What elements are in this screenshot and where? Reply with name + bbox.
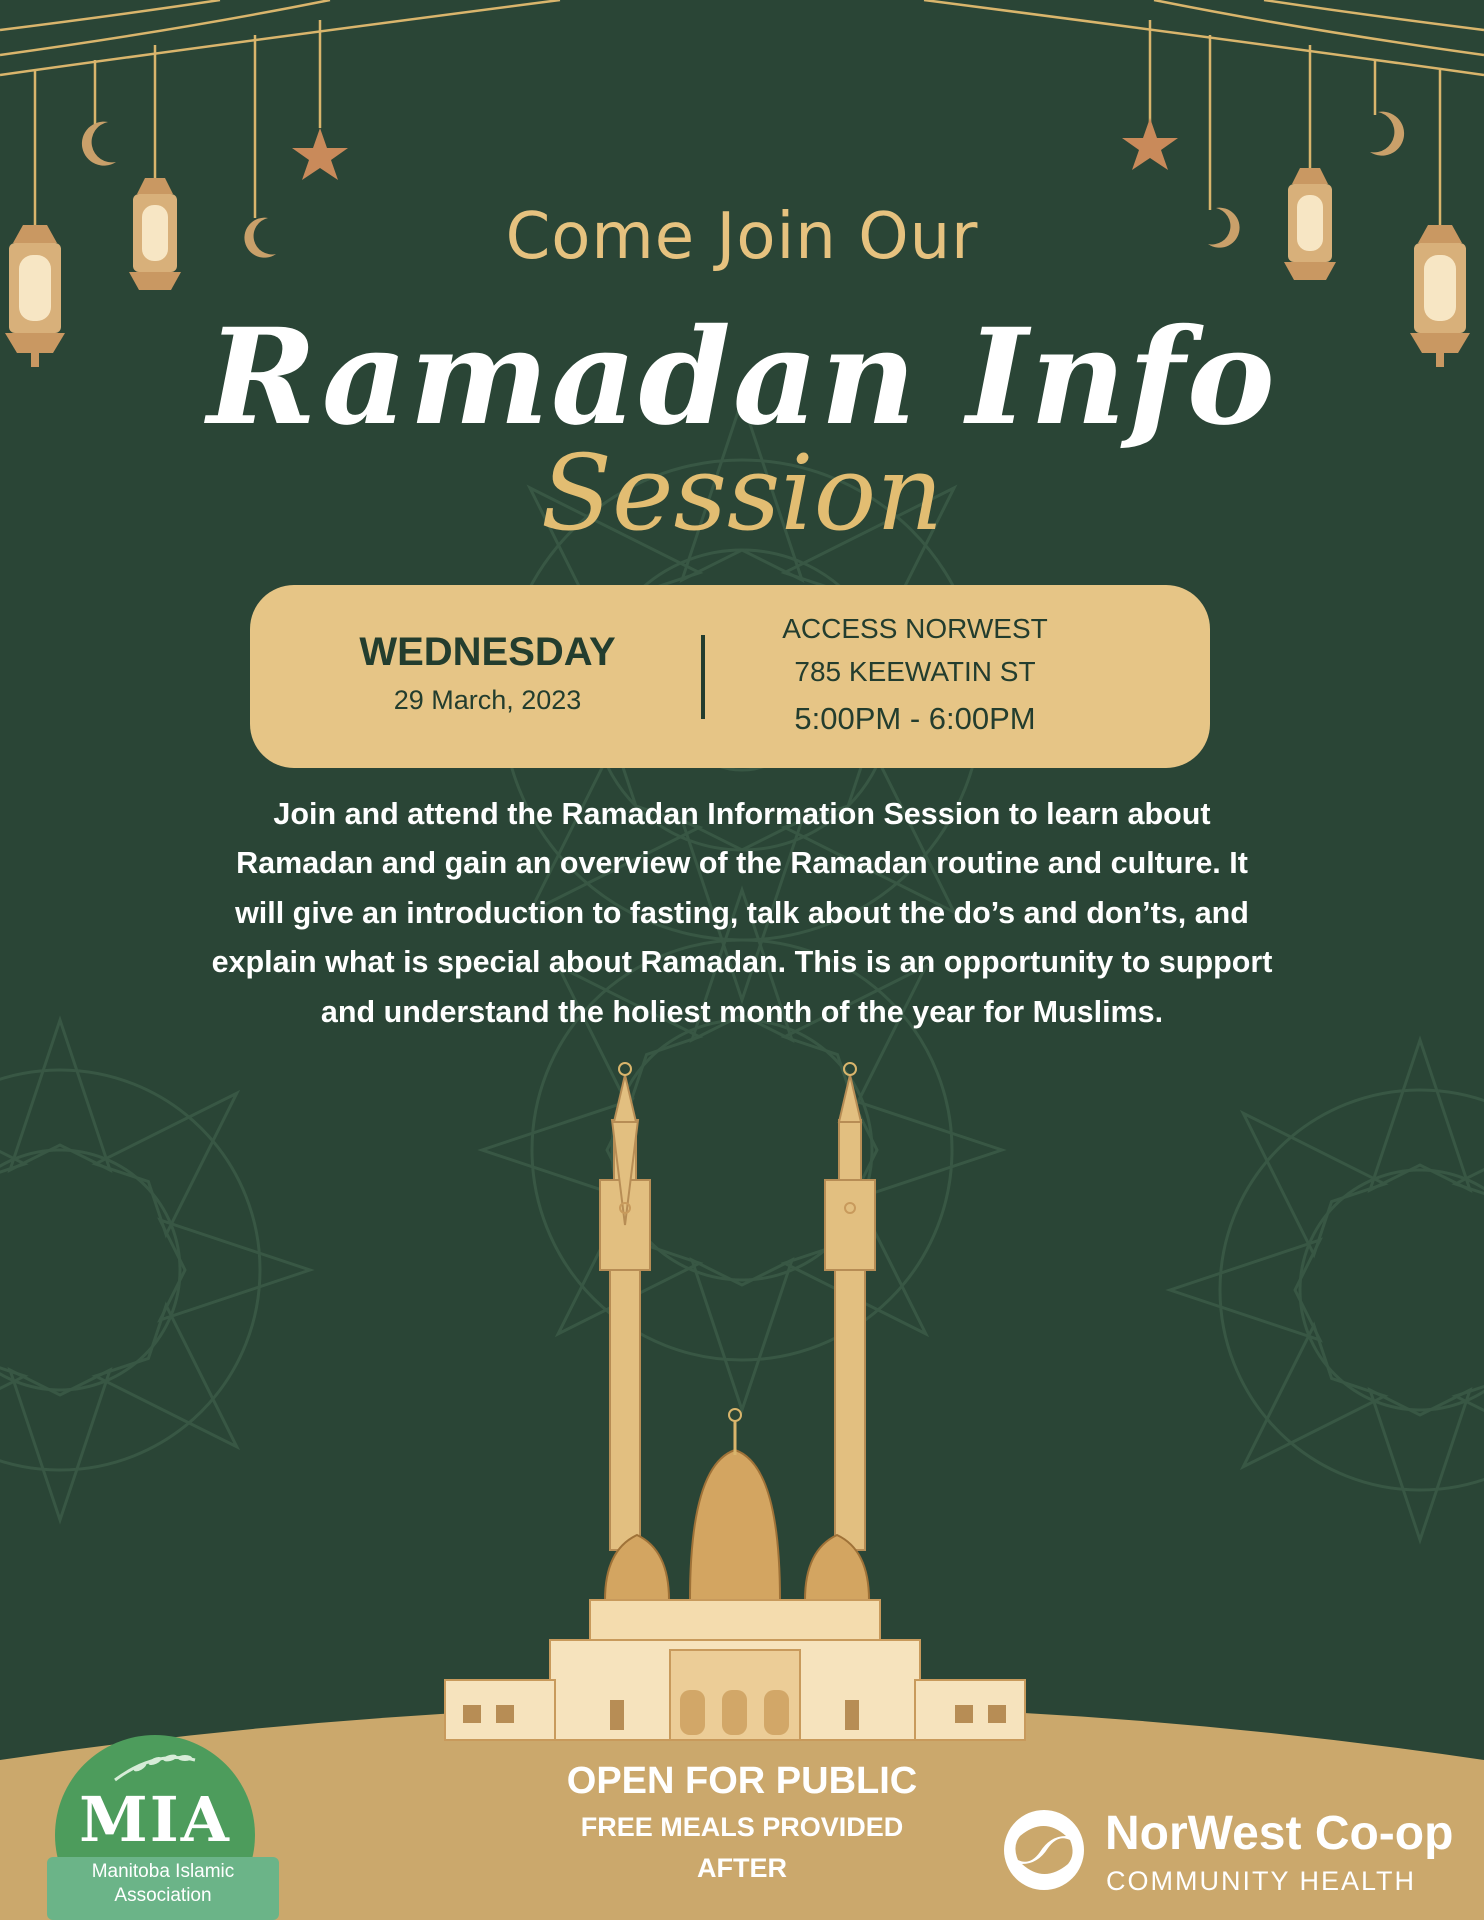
norwest-logo-subtitle: COMMUNITY HEALTH bbox=[1106, 1866, 1417, 1896]
open-for-public: OPEN FOR PUBLIC bbox=[566, 1760, 918, 1802]
norwest-swirl-icon bbox=[1000, 1806, 1088, 1894]
event-date: 29 March, 2023 bbox=[393, 685, 582, 715]
after-text: AFTER bbox=[697, 1853, 787, 1883]
mia-name-line2: Association bbox=[114, 1885, 212, 1906]
intro-heading: Come Join Our bbox=[505, 200, 979, 274]
page-subtitle: Session bbox=[540, 432, 944, 554]
mia-name-line1: Manitoba Islamic bbox=[91, 1861, 235, 1882]
mia-logo bbox=[55, 1735, 275, 1920]
event-day: WEDNESDAY bbox=[359, 630, 616, 674]
mia-logo-letters: MIA bbox=[79, 1783, 231, 1856]
wheat-icon bbox=[110, 1745, 200, 1785]
event-description: Join and attend the Ramadan Information Session to learn about Ramadan and gain an overview of the Ramadan routine and culture. It will give an introduction to fasting, talk about the do’s and don’ts, and explain what is special about Ramadan. This is an opportunity to support and understand the holiest month of the year for Muslims. bbox=[211, 797, 1273, 1029]
free-meals-text: FREE MEALS PROVIDED bbox=[580, 1812, 904, 1842]
page-title: Ramadan Info bbox=[207, 300, 1277, 455]
norwest-logo-name: NorWest Co-op bbox=[1105, 1807, 1454, 1860]
event-time: 5:00PM - 6:00PM bbox=[794, 701, 1036, 736]
mosque-illustration bbox=[445, 1063, 1025, 1740]
event-address: 785 KEEWATIN ST bbox=[794, 656, 1036, 687]
event-venue: ACCESS NORWEST bbox=[782, 613, 1048, 644]
